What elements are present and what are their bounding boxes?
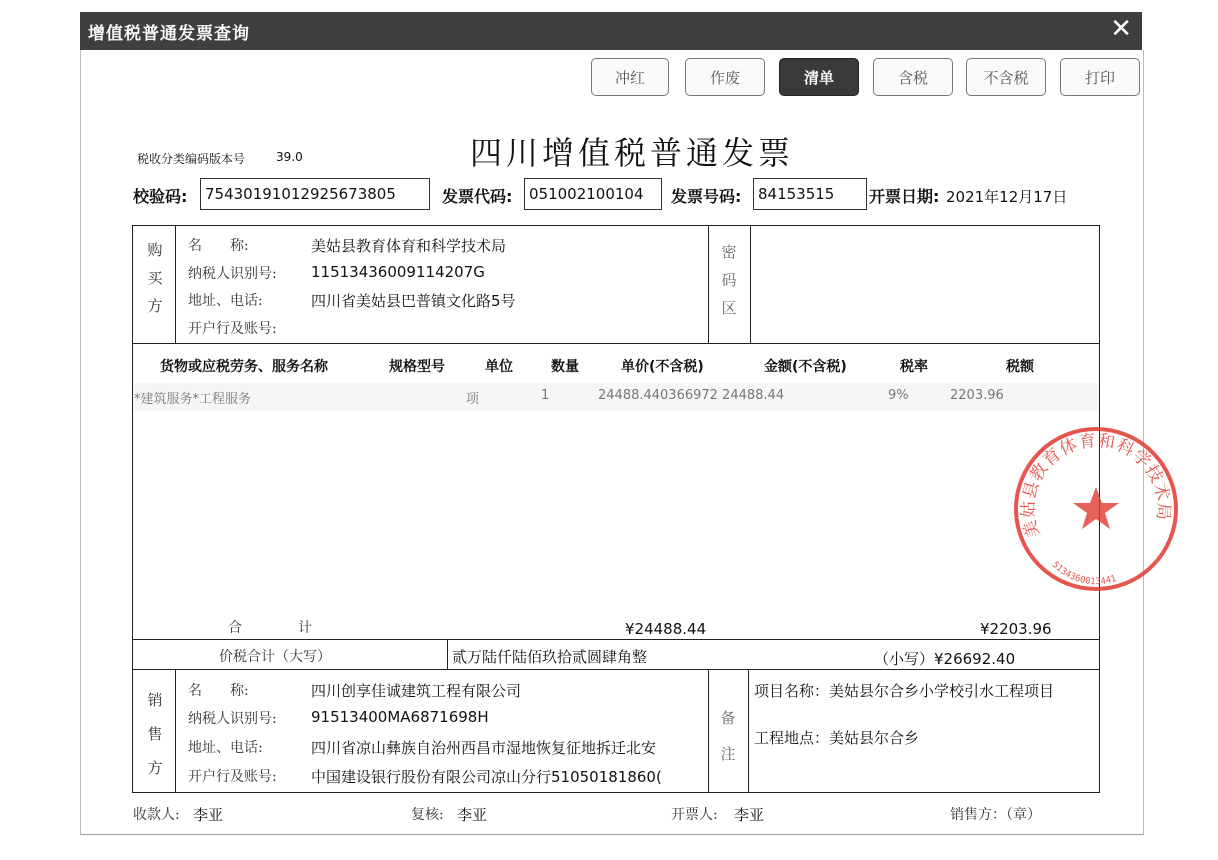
- buyer-tax-id-label: 纳税人识别号:: [188, 266, 277, 282]
- buyer-bank-label: 开户行及账号:: [188, 321, 277, 337]
- buyer-tax-id: 11513436009114207G: [311, 263, 485, 281]
- item-qty: 1: [541, 388, 550, 403]
- grand-total-label: 价税合计（大写）: [219, 649, 331, 665]
- seller-bank-label: 开户行及账号:: [188, 769, 277, 785]
- grand-total-text: 贰万陆仟陆佰玖拾贰圆肆角整: [452, 648, 648, 666]
- item-rate: 9%: [888, 388, 909, 403]
- divider: [447, 639, 448, 669]
- seller-address-label: 地址、电话:: [188, 740, 263, 756]
- col-header-tax: 税额: [1006, 359, 1034, 375]
- buyer-address: 四川省美姑县巴普镇文化路5号: [311, 292, 516, 310]
- seal-text: 美姑县教育体育和科学技术局: [1018, 430, 1174, 540]
- col-header-rate: 税率: [900, 359, 928, 375]
- divider: [132, 343, 1100, 344]
- print-button[interactable]: 打印: [1060, 58, 1140, 96]
- reviewer: 李亚: [457, 806, 488, 824]
- divider: [132, 669, 1100, 670]
- payee-label: 收款人:: [133, 807, 180, 823]
- reverse-red-button[interactable]: 冲红: [591, 58, 669, 96]
- official-seal-stamp: [1012, 425, 1180, 593]
- seller-tax-id-label: 纳税人识别号:: [188, 711, 277, 727]
- divider: [748, 669, 749, 793]
- list-button[interactable]: 清单: [779, 58, 859, 96]
- col-header-amount: 金额(不含税): [764, 359, 847, 375]
- seller-side-label: 销 售 方: [147, 691, 163, 777]
- divider: [132, 639, 1100, 640]
- cipher-side-label: 密 码 区: [721, 243, 737, 317]
- seller-tax-id: 91513400MA6871698H: [311, 708, 489, 726]
- divider: [708, 225, 709, 343]
- window-titlebar: [80, 12, 1142, 50]
- invoice-number-label: 发票号码:: [671, 187, 742, 206]
- check-code-label: 校验码:: [133, 187, 188, 206]
- invoice-code-field[interactable]: 051002100104: [524, 178, 662, 210]
- issuer: 李亚: [734, 806, 765, 824]
- buyer-address-label: 地址、电话:: [188, 293, 263, 309]
- remarks-project-name: 项目名称：美姑县尔合乡小学校引水工程项目: [754, 682, 1055, 700]
- item-name: *建筑服务*工程服务: [134, 392, 252, 407]
- total-label: 合 计: [228, 620, 312, 636]
- version-value: 39.0: [276, 150, 303, 164]
- buyer-name: 美姑县教育体育和科学技术局: [311, 237, 507, 255]
- seal-number: 5134360013441: [1049, 560, 1118, 588]
- item-unit: 项: [466, 392, 480, 407]
- divider: [750, 225, 751, 343]
- col-header-qty: 数量: [551, 359, 579, 375]
- col-header-name: 货物或应税劳务、服务名称: [160, 359, 328, 375]
- window-title: 增值税普通发票查询: [88, 24, 250, 44]
- seller-bank: 中国建设银行股份有限公司凉山分行51050181860(: [311, 768, 662, 786]
- close-icon[interactable]: ✕: [1110, 14, 1132, 44]
- tax-exclusive-button[interactable]: 不含税: [966, 58, 1046, 96]
- payee: 李亚: [193, 806, 224, 824]
- version-label: 税收分类编码版本号: [137, 152, 246, 166]
- item-tax: 2203.96: [950, 388, 1004, 403]
- invoice-number-field[interactable]: 84153515: [753, 178, 867, 210]
- total-amount: ¥24488.44: [625, 620, 707, 638]
- remarks-project-location: 工程地点：美姑县尔合乡: [754, 729, 920, 747]
- grand-total-small: （小写）¥26692.40: [874, 650, 1016, 668]
- divider: [708, 669, 709, 793]
- col-header-price: 单价(不含税): [621, 359, 704, 375]
- date-label: 开票日期:: [869, 187, 940, 206]
- tax-inclusive-button[interactable]: 含税: [873, 58, 953, 96]
- svg-text:美姑县教育体育和科学技术局: [1019, 431, 1173, 540]
- col-header-spec: 规格型号: [389, 359, 445, 375]
- buyer-name-label: 名 称:: [188, 238, 249, 254]
- issuer-label: 开票人:: [671, 807, 718, 823]
- seller-name-label: 名 称:: [188, 683, 249, 699]
- seller-address: 四川省凉山彝族自治州西昌市湿地恢复征地拆迁北安: [311, 739, 657, 757]
- divider: [175, 669, 176, 793]
- invoice-table: [132, 225, 1100, 793]
- svg-text:5134360013441: [1050, 560, 1118, 587]
- col-header-unit: 单位: [485, 359, 513, 375]
- invoice-title: 四川增值税普通发票: [470, 134, 795, 172]
- divider: [175, 225, 176, 343]
- seller-name: 四川创享佳诚建筑工程有限公司: [311, 682, 522, 700]
- invoice-date: 2021年12月17日: [946, 188, 1068, 206]
- buyer-side-label: 购 买 方: [147, 241, 163, 315]
- void-button[interactable]: 作废: [685, 58, 765, 96]
- invoice-code-label: 发票代码:: [442, 187, 513, 206]
- total-tax: ¥2203.96: [980, 620, 1052, 638]
- seller-seal-label: 销售方：（章）: [950, 807, 1041, 823]
- reviewer-label: 复核:: [411, 807, 444, 823]
- item-price-amount: 24488.440366972 24488.44: [598, 388, 785, 403]
- check-code-field[interactable]: 75430191012925673805: [200, 178, 430, 210]
- remarks-side-label: 备 注: [720, 709, 736, 763]
